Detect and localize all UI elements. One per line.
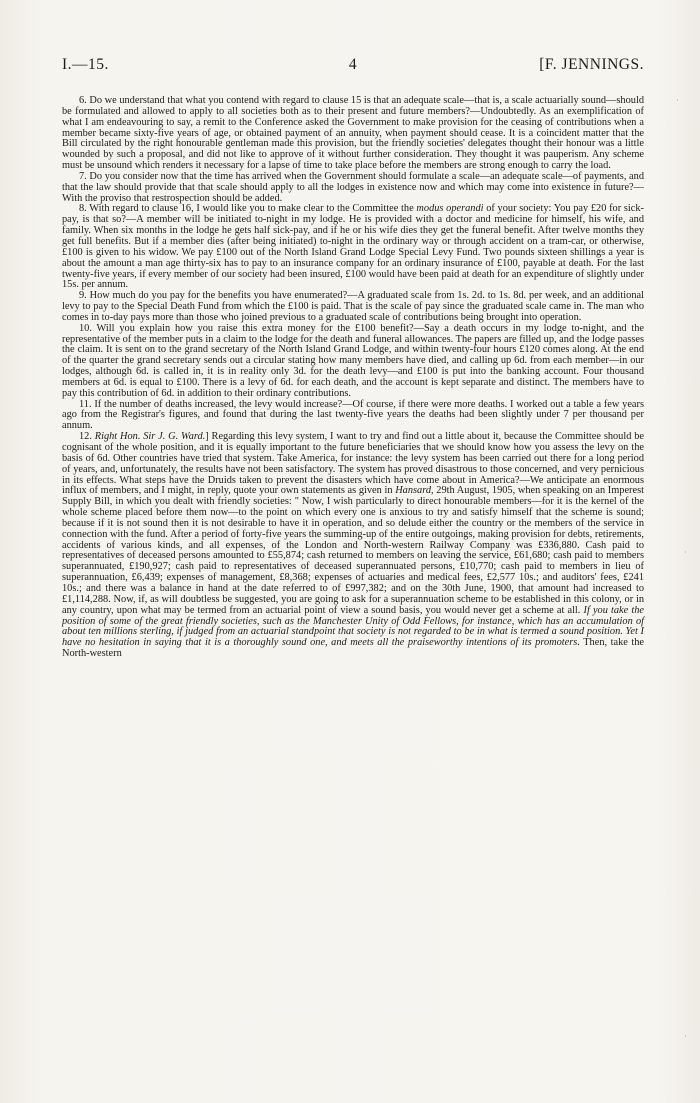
margin-speck: · — [676, 96, 679, 105]
page-number: 4 — [348, 56, 358, 73]
paragraph-7: 7. Do you consider now that the time has arrived when the Government should formulate a scale—an adequate scale—of payments, and that the law should provide that that scale should apply to all the lodges in existence now and which may come into existence in future?—With the proviso that restrospection should be added. — [62, 170, 644, 204]
page-header — [62, 56, 644, 78]
paragraph-10: 10. Will you explain how you raise this extra money for the £100 benefit?—Say a death occurs in my lodge to-night, and the representative of the member puts in a claim to the lodge for the death and funeral allowances. The papers are filled up, and the lodge passes the claim. It is sent on to the grand secretary of the North Island Grand Lodge, and within twenty-four hours £120 comes along. At the end of the quarter the grand secretary sends out a circular stating how many members have died, and calling up 6d. from each member—in our lodges, although 6d. is called in, it is in reality only 3d. for the death levy—and £100 is put into the banking account. Four thousand members at 6d. is equal to £100. There is a levy of 6d. for each death, and the account is kept separate and distinct. The members have to pay this contribution of 6d. in addition to their ordinary contributions. — [62, 322, 644, 399]
paragraph-8: 8. With regard to clause 16, I would like you to make clear to the Committee the modus operandi of your society: You pay £20 for sick-pay, is that so?—A member will be initiated to-night in my lodge. He is provided with a doctor and medicine for himself, his wife, and family. When six months in the lodge he gets half sick-pay, and if he or his wife dies they get the funeral benefit. After twelve months they get full benefits. But if a member dies (after being initiated) to-night in the ordinary way or through accident on a tram-car, or otherwise, £100 is given to his widow. We pay £100 out of the North Island Grand Lodge Special Levy Fund. Two pounds sixteen shillings a year is about the amount a man age thirty-six has to pay to an insurance company for an ordinary insurance of £100, payable at death. For the last twenty-five years, if every member of our society had been insured, £100 would have been paid at death for an expenditure of slightly under 15s. per annum. — [62, 203, 644, 291]
paragraph-12: 12. Right Hon. Sir J. G. Ward.] Regarding this levy system, I want to try and find out a little about it, because the Committee should be cognisant of the whole position, and it is equally important to the future beneficiaries that we should know how you assess the levy on the basis of 6d. Other countries have tried that system. Take America, for instance: the levy system has been carried out there for a long period of years, and, unfortunately, the results have not been satisfactory. The system has proved disastrous to those concerned, and very pernicious in its effects. What steps have the Druids taken to prevent the disasters which have come about in America?—We anticipate an enormous influx of members, and I might, in reply, quote your own statements as given in Hansard, 29th August, 1905, when speaking on an Imperest Supply Bill, in which you dealt with friendly societies: " Now, I wish particularly to direct honourable members—for it is the kernel of the whole scheme placed before them now—to the point on which every one is anxious to try and satisfy himself that the scheme is sound; because if it is not sound then it is not desirable to have it in operation, and so delude either the country or the members of the service in connection with the fund. After a period of forty-five years the summing-up of the entire outgoings, making provision for debts, retirements, accidents of various kinds, and all expenses, of the London and North-western Railway Company was £336,880. Cash paid to representatives of deceased persons amounted to £55,874; cash returned to members on leaving the service, £61,680; cash paid to members superannuated, £190,927; cash paid to representatives of deceased superannuated persons, £10,770; cash paid to members in lieu of superannuation, £6,439; expenses of management, £8,368; expenses of actuaries and medical fees, £2,577 10s.; and auditors' fees, £241 10s.; and there was a balance in hand at the date referred to of £997,382; and on the 30th June, 1900, that amount had increased to £1,114,288. Now, if, as will doubtless be suggested, you are going to ask for a superannuation scheme to be established in this colony, or in any country, upon what may be termed from an actuarial point of view a sound basis, you would never get a scheme at all. If you take the position of some of the great friendly societies, such as the Manchester Unity of Odd Fellows, for instance, which has an accumulation of about ten millions sterling, if judged from an actuarial standpoint that society is not regarded to be in what is termed a sound position. Yet I have no hesitation in saying that it is a thoroughly sound one, and meets all the praiseworthy intentions of its promoters. Then, take the North-western — [62, 431, 644, 660]
document-body — [62, 96, 644, 660]
margin-speck: · — [684, 1032, 687, 1041]
paragraph-6: 6. Do we understand that what you contend with regard to clause 15 is that an adequate scale—that is, a scale actuarially sound—should be formulated and allowed to apply to all societies both as to their present and future members?—Undoubtedly. As an exemplification of what I am endeavouring to say, a remit to the Conference asked the Government to make provision for the ceasing of contributions when a member became sixty-five years of age, or obtained payment of an annuity, when payment should cease. It is a coincident matter that the Bill circulated by the right honourable gentleman made this provision, but the friendly societies' delegates thought their honour was a little wounded by such a proposal, and did not like to approve of it without further consideration. They thought it was pauperism. Any scheme must be unsound which renders it necessary for a lapse of time to take place before the members are strong enough to carry the load. — [62, 95, 644, 172]
witness-name: [F. JENNINGS. — [539, 56, 644, 73]
paper-reference: I.—15. — [62, 56, 109, 73]
margin-speck: · — [684, 548, 687, 557]
paragraph-11: 11. If the number of deaths increased, the levy would increase?—Of course, if there were more deaths. I worked out a table a few years ago from the Registrar's figures, and found that during the last twenty-five years the deaths had been slightly under 7 per thousand per annum. — [62, 398, 644, 432]
paragraph-9: 9. How much do you pay for the benefits you have enumerated?—A graduated scale from 1s. 2d. to 1s. 8d. per week, and an additional levy to pay to the Special Death Fund from which the £100 is paid. That is the scale of pay since the graduated scale came in. The man who comes in to-day pays more than those who joined previous to a graduated scale of contributions being brought into operation. — [62, 290, 644, 323]
